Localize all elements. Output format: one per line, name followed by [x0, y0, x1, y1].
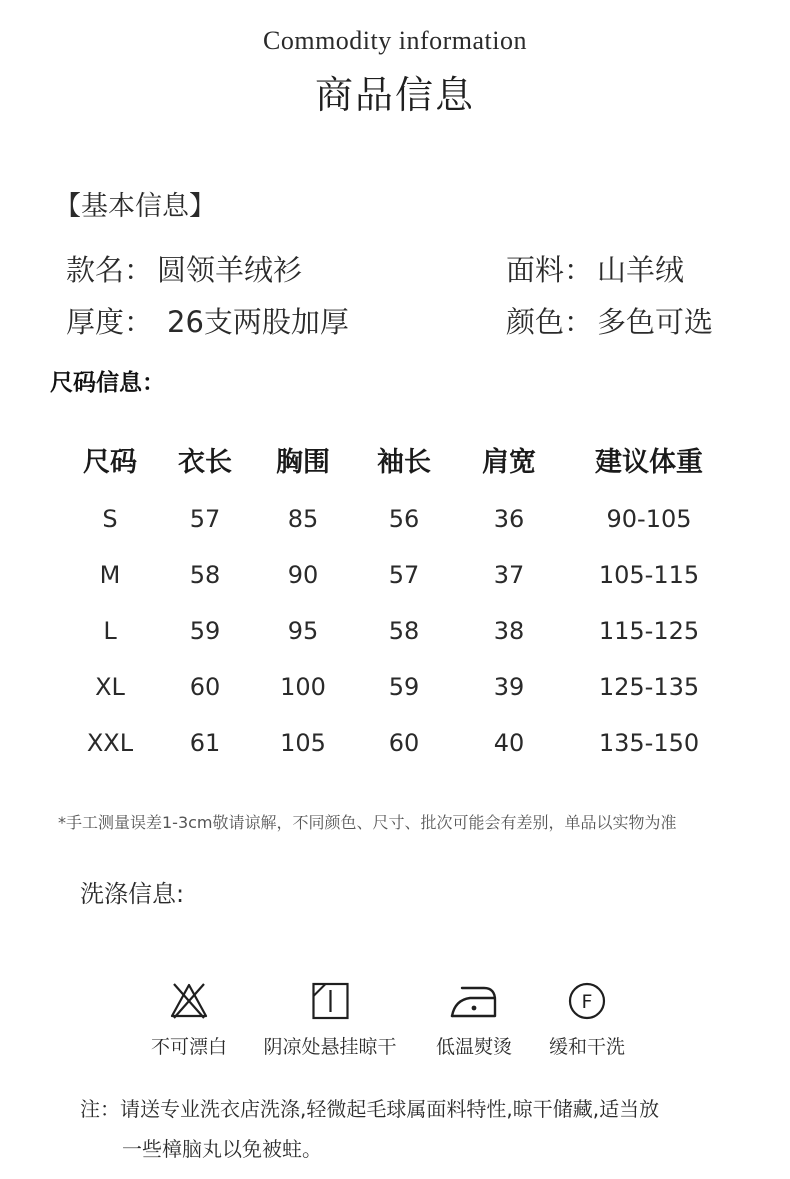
- size-table-cell: XXL: [86, 729, 134, 757]
- care-label: 低温熨烫: [435, 1036, 513, 1058]
- size-table-cell: 90-105: [606, 505, 692, 533]
- size-table-cell: 115-125: [598, 617, 700, 645]
- size-table-cell: 100: [280, 673, 326, 701]
- care-label: 不可漂白: [150, 1036, 228, 1058]
- size-table-cell: 59: [189, 617, 221, 645]
- size-table-cell: 90: [287, 561, 319, 589]
- size-table-cell: 58: [189, 561, 221, 589]
- size-table-header-weight: 建议体重: [595, 447, 703, 478]
- info-field-color: [506, 300, 713, 341]
- info-value: 山羊绒: [597, 253, 685, 287]
- dry-clean-f-icon: [566, 980, 608, 1022]
- care-item-dry-clean: [549, 980, 625, 1059]
- size-table-cell: 57: [189, 505, 221, 533]
- care-item-shade-hang-dry: [263, 980, 396, 1059]
- info-value: 圆领羊绒衫: [157, 253, 303, 287]
- size-table-cell: 135-150: [598, 729, 700, 757]
- size-table-cell: XL: [95, 673, 125, 701]
- info-value: 26支两股加厚: [167, 305, 349, 339]
- size-table-cell: 60: [388, 729, 420, 757]
- size-table-cell: 59: [388, 673, 420, 701]
- size-table-header-shoulder: 肩宽: [482, 447, 536, 478]
- info-field-style-name: [66, 248, 302, 289]
- size-table-cell: M: [99, 561, 121, 589]
- info-label: 款名：: [66, 253, 154, 287]
- size-table-cell: 40: [493, 729, 525, 757]
- size-table-cell: 58: [388, 617, 420, 645]
- size-table-cell: 57: [388, 561, 420, 589]
- care-note-line-2: 一些樟脑丸以免被蛀。: [122, 1137, 322, 1161]
- dry-clean-symbol: F: [581, 991, 593, 1013]
- size-table-cell: 95: [287, 617, 319, 645]
- size-table-cell: 60: [189, 673, 221, 701]
- size-table-cell: 37: [493, 561, 525, 589]
- size-table-cell: S: [102, 505, 118, 533]
- info-label: 面料：: [506, 253, 594, 287]
- size-table-cell: 56: [388, 505, 420, 533]
- shade-hang-dry-icon: [309, 980, 351, 1022]
- size-table-header-length: 衣长: [178, 447, 232, 478]
- size-table-cell: 105: [280, 729, 326, 757]
- size-info-heading: 尺码信息：: [50, 370, 165, 396]
- wash-info-heading: 洗涤信息:: [80, 880, 185, 908]
- no-bleach-icon: [168, 980, 210, 1022]
- care-label: 缓和干洗: [548, 1036, 626, 1058]
- care-item-low-temp-iron: [436, 980, 512, 1059]
- info-label: 厚度：: [66, 305, 154, 339]
- care-note-line-1: 注：请送专业洗衣店洗涤,轻微起毛球属面料特性,晾干储藏,适当放: [80, 1097, 660, 1121]
- size-table-header-sleeve: 袖长: [377, 447, 431, 478]
- size-table-header-size: 尺码: [83, 447, 137, 478]
- care-item-no-bleach: [151, 980, 227, 1059]
- low-temp-iron-icon: [448, 980, 500, 1022]
- care-label: 阴凉处悬挂晾干: [263, 1036, 397, 1058]
- size-table-cell: 36: [493, 505, 525, 533]
- size-table-cell: 61: [189, 729, 221, 757]
- size-table-header-chest: 胸围: [276, 447, 330, 478]
- size-table-cell: 39: [493, 673, 525, 701]
- page-title: 商品信息: [314, 73, 475, 117]
- size-table-cell: 38: [493, 617, 525, 645]
- info-value: 多色可选: [597, 305, 714, 339]
- size-table-cell: 85: [287, 505, 319, 533]
- title-english: Commodity information: [263, 26, 527, 55]
- basic-info-heading: 【基本信息】: [54, 191, 216, 222]
- size-table-cell: 125-135: [598, 673, 700, 701]
- info-field-thickness: [66, 300, 349, 341]
- size-table-cell: 105-115: [598, 561, 700, 589]
- info-label: 颜色：: [506, 305, 594, 339]
- measurement-footnote: *手工测量误差1-3cm敬请谅解，不同颜色、尺寸、批次可能会有差别，单品以实物为准: [58, 813, 677, 832]
- size-table-cell: L: [103, 617, 117, 645]
- info-field-fabric: [506, 248, 684, 289]
